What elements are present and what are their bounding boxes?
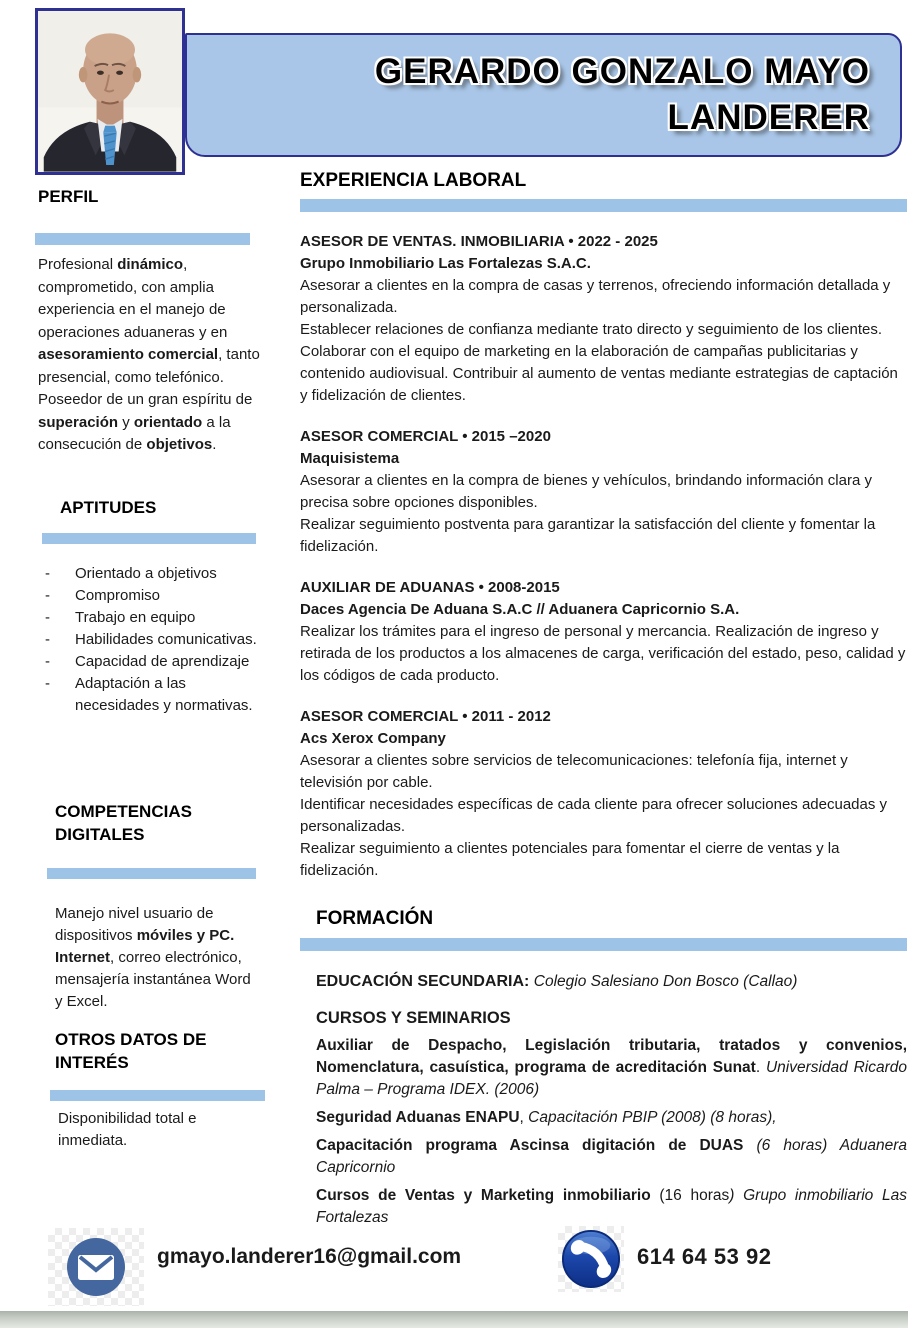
job-company: Acs Xerox Company xyxy=(300,730,446,747)
educacion-secundaria-line: EDUCACIÓN SECUNDARIA: Colegio Salesiano Don Bosco (Callao) xyxy=(316,973,798,990)
otros-datos-text: Disponibilidad total e inmediata. xyxy=(58,1110,197,1149)
list-item: - Capacidad de aprendizaje xyxy=(45,651,260,673)
envelope-icon xyxy=(48,1228,144,1306)
job-company: Grupo Inmobiliario Las Fortalezas S.A.C. xyxy=(300,255,591,272)
cursos-heading: CURSOS Y SEMINARIOS xyxy=(316,1009,511,1027)
job-entry xyxy=(300,706,907,882)
list-item: - Habilidades comunicativas. xyxy=(45,629,260,651)
course-item: Seguridad Aduanas ENAPU, Capacitación PBIP (2008) (8 horas), xyxy=(316,1109,777,1126)
job-description-line: Asesorar a clientes sobre servicios de telecomunicaciones: telefonía fija, internet y televisión por cable. xyxy=(300,752,848,791)
course-item: Auxiliar de Despacho, Legislación tributaria, tratados y convenios, Nomenclatura, casuística, programa de acreditación Sunat. Universidad Ricardo Palma – Programa IDEX. (2006) xyxy=(316,1037,907,1098)
email-address: gmayo.landerer16@gmail.com xyxy=(157,1245,462,1268)
portrait-photo-illustration xyxy=(38,11,182,172)
list-item: - Compromiso xyxy=(45,585,260,607)
job-title: ASESOR COMERCIAL • 2011 - 2012 xyxy=(300,708,551,725)
job-title: ASESOR DE VENTAS. INMOBILIARIA • 2022 - 2025 xyxy=(300,233,658,250)
job-description-line: Identificar necesidades específicas de cada cliente para ofrecer soluciones adecuadas y personalizadas. xyxy=(300,796,888,835)
dash-bullet: - xyxy=(45,587,50,604)
dash-bullet: - xyxy=(45,631,50,648)
job-description-line: Asesorar a clientes en la compra de casas y terrenos, ofreciendo información detallada y personalizada. xyxy=(300,277,891,316)
course-item: Capacitación programa Ascinsa digitación de DUAS (6 horas) Aduanera Capricornio xyxy=(316,1137,907,1176)
name-banner xyxy=(185,33,902,157)
list-item: - Trabajo en equipo xyxy=(45,607,260,629)
job-description-line: Colaborar con el equipo de marketing en la elaboración de campañas publicitarias y contenido audiovisual. Contribuir al aumento de ventas mediante estrategias de captación y fidelización de clientes. xyxy=(300,343,898,404)
aptitudes-heading: APTITUDES xyxy=(60,498,157,517)
formacion-section xyxy=(300,908,907,1229)
dash-bullet: - xyxy=(45,609,50,626)
bottom-page-strip xyxy=(0,1311,908,1328)
phone-handset-icon xyxy=(558,1226,624,1292)
job-description-line: Realizar seguimiento a clientes potenciales para fomentar el cierre de ventas y la fidelización. xyxy=(300,840,840,879)
job-description-line: Realizar seguimiento postventa para garantizar la satisfacción del cliente y fomentar la fidelización. xyxy=(300,516,876,555)
dash-bullet: - xyxy=(45,653,50,670)
dash-bullet: - xyxy=(45,675,50,692)
experience-heading: EXPERIENCIA LABORAL xyxy=(300,170,527,191)
competencias-underline-bar xyxy=(47,868,256,879)
dash-bullet: - xyxy=(45,565,50,582)
job-entry xyxy=(300,231,907,407)
job-description-line: Realizar los trámites para el ingreso de personal y mercancia. Realización de ingreso y retirada de los productos a los almacenes de carga, verificación del estado, peso, calidad y los códigos de cada producto. xyxy=(300,623,906,684)
perfil-text: Profesional dinámico, comprometido, con amplia experiencia en el manejo de operaciones aduaneras y en asesoramiento comercial, tanto presencial, como telefónico. Poseedor de un gran espíritu de superación y orientado a la consecución de objetivos. xyxy=(38,256,260,453)
experience-underline-bar xyxy=(300,199,907,212)
job-company: Daces Agencia De Aduana S.A.C // Aduanera Capricornio S.A. xyxy=(300,601,740,618)
otros-datos-underline-bar xyxy=(50,1090,265,1101)
job-company: Maquisistema xyxy=(300,450,400,467)
list-item: - Orientado a objetivos xyxy=(45,563,260,585)
list-item: - Adaptación a las necesidades y normativas. xyxy=(45,673,260,717)
formacion-heading: FORMACIÓN xyxy=(316,908,434,929)
job-title: ASESOR COMERCIAL • 2015 –2020 xyxy=(300,428,551,445)
course-item: Cursos de Ventas y Marketing inmobiliario (16 horas) Grupo inmobiliario Las Fortalezas xyxy=(316,1187,907,1226)
formacion-underline-bar xyxy=(300,938,907,951)
aptitudes-list xyxy=(45,563,260,717)
perfil-underline-bar xyxy=(35,233,250,245)
job-description-line: Asesorar a clientes en la compra de bienes y vehículos, brindando información clara y precisa sobre opciones disponibles. xyxy=(300,472,872,511)
name-line-1: GERARDO GONZALO MAYO xyxy=(374,52,870,91)
portrait-photo xyxy=(35,8,185,175)
job-title: AUXILIAR DE ADUANAS • 2008-2015 xyxy=(300,579,560,596)
aptitudes-underline-bar xyxy=(42,533,256,544)
perfil-heading: PERFIL xyxy=(38,187,99,206)
otros-datos-heading: OTROS DATOS DE INTERÉS xyxy=(55,1030,207,1072)
phone-number: 614 64 53 92 xyxy=(637,1244,772,1269)
name-line-2: LANDERER xyxy=(667,98,870,137)
experience-section xyxy=(300,170,907,882)
job-entry xyxy=(300,426,907,558)
job-entry xyxy=(300,577,907,687)
competencias-text: Manejo nivel usuario de dispositivos móviles y PC. Internet, correo electrónico, mensajería instantánea Word y Excel. xyxy=(55,905,251,1010)
job-description-line: Establecer relaciones de confianza mediante trato directo y seguimiento de los clientes. xyxy=(300,321,882,338)
competencias-heading: COMPETENCIAS DIGITALES xyxy=(55,802,192,844)
